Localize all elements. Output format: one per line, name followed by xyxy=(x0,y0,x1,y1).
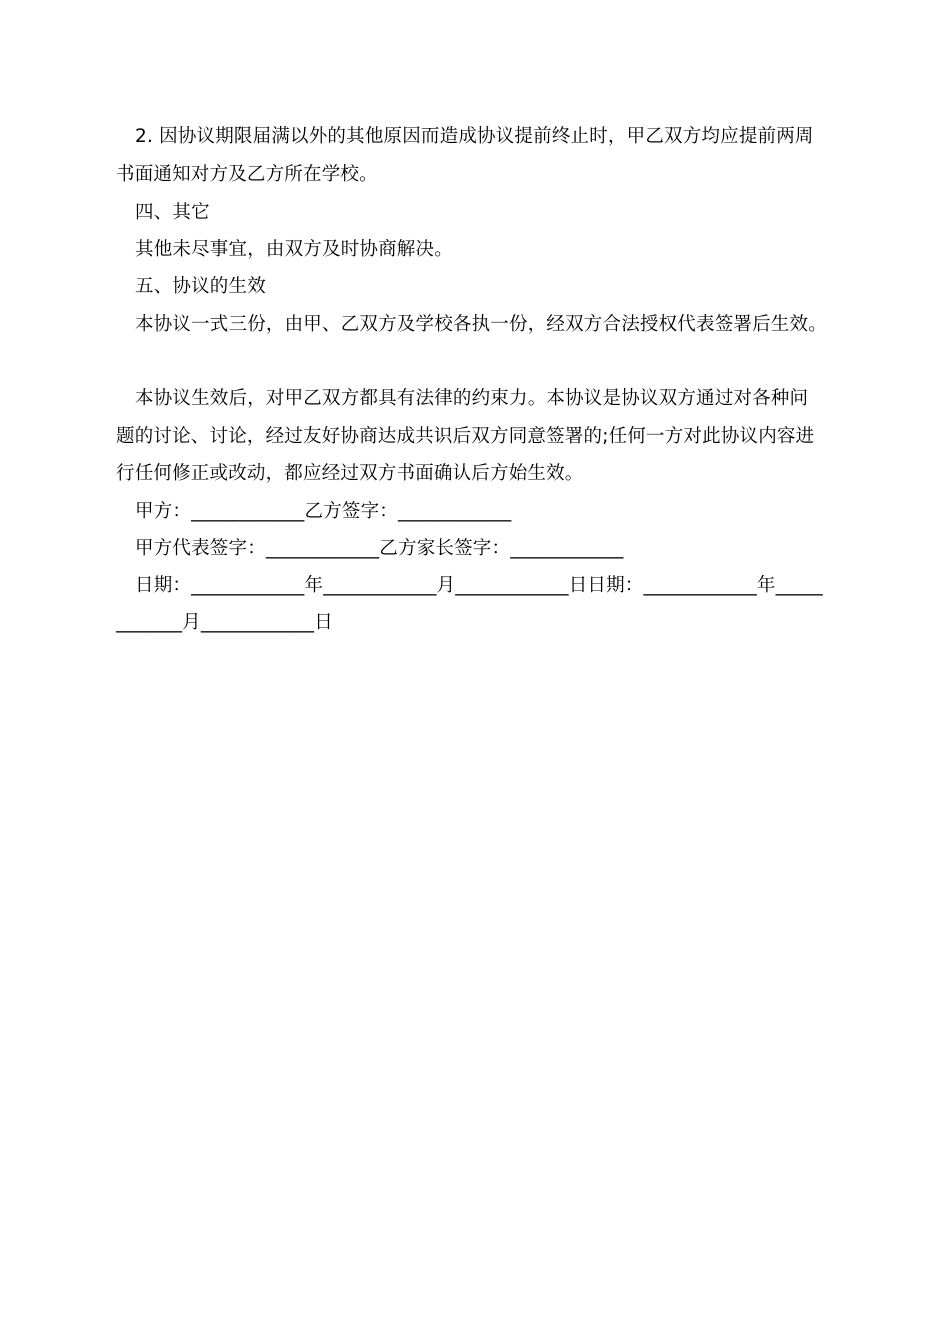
clause-2-line-2: 书面通知对方及乙方所在学校。 xyxy=(116,164,378,185)
signature-representative-line: 甲方代表签字：____________乙方家长签字：____________ xyxy=(135,538,624,559)
section-five-body: 本协议一式三份，由甲、乙双方及学校各执一份，经双方合法授权代表签署后生效。 xyxy=(135,314,827,335)
clause-2-line-1: 2. 因协议期限届满以外的其他原因而造成协议提前终止时，甲乙双方均应提前两周 xyxy=(135,126,814,147)
section-five-heading: 五、协议的生效 xyxy=(135,276,266,297)
effect-paragraph-line-1: 本协议生效后，对甲乙双方都具有法律的约束力。本协议是协议双方通过对各种问 xyxy=(135,388,809,409)
signature-party-line: 甲方：____________乙方签字：____________ xyxy=(135,501,512,522)
section-four-heading: 四、其它 xyxy=(135,202,210,223)
date-line-1: 日期：____________年____________月____________日日期：____________年_____ xyxy=(135,575,823,596)
effect-paragraph-line-3: 行任何修正或改动，都应经过双方书面确认后方始生效。 xyxy=(116,463,584,484)
effect-paragraph-line-2: 题的讨论、讨论，经过友好协商达成共识后双方同意签署的;任何一方对此协议内容进 xyxy=(116,426,815,447)
date-line-2: _______月____________日 xyxy=(116,612,333,633)
section-four-body: 其他未尽事宜，由双方及时协商解决。 xyxy=(135,239,453,260)
